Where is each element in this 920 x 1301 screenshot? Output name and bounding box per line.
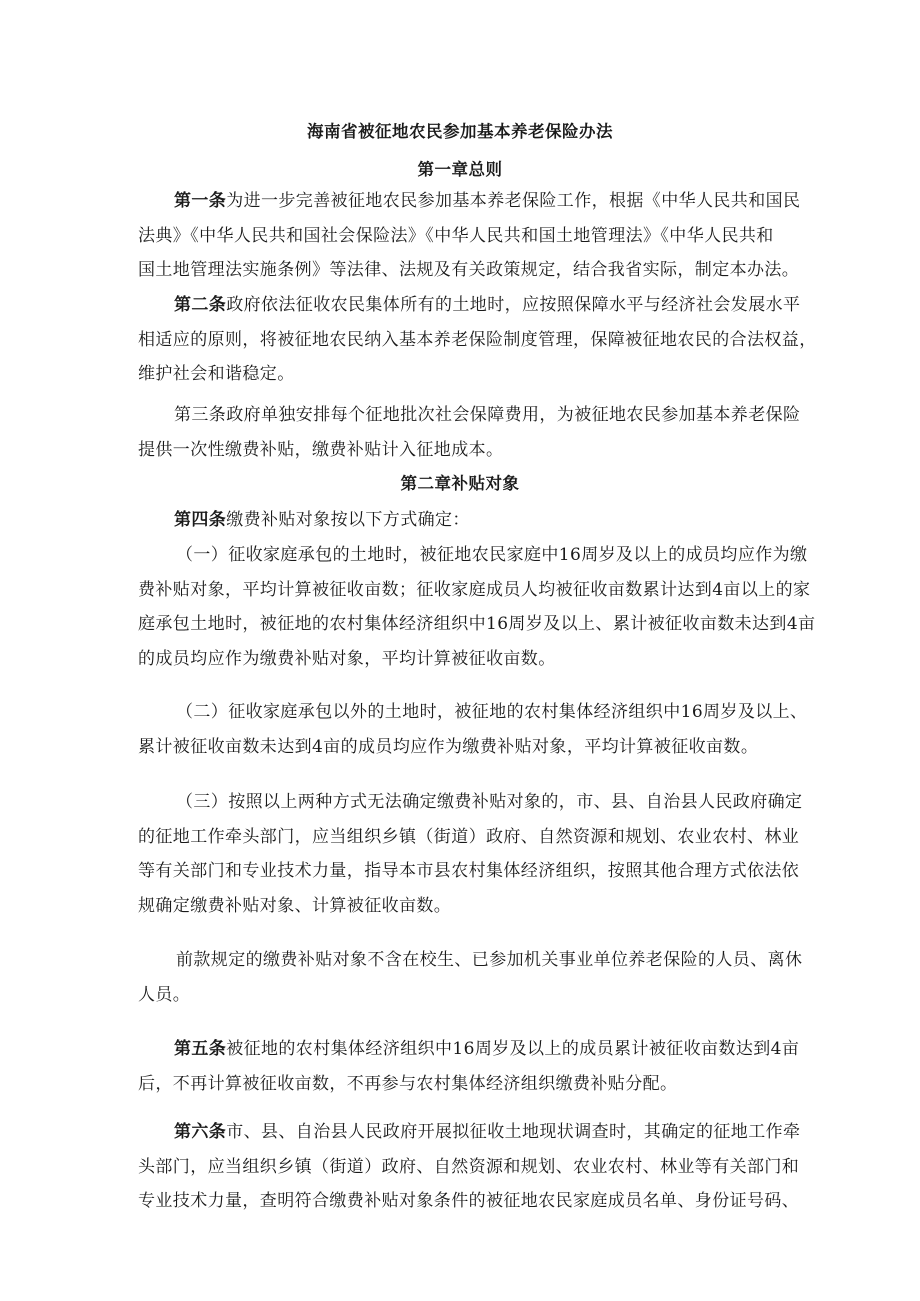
- article-2-head: 第二条: [174, 295, 227, 315]
- item-1-line-4: 的成员均应作为缴费补贴对象，平均计算被征收亩数。: [138, 648, 556, 669]
- article-3-line-2: 提供一次性缴费补贴，缴费补贴计入征地成本。: [138, 439, 504, 460]
- item-3-line-2: 的征地工作牵头部门，应当组织乡镇（街道）政府、自然资源和规划、农业农村、林业: [138, 826, 800, 847]
- article-4-head: 第四条: [174, 510, 227, 530]
- exclusion-line-1: 前款规定的缴费补贴对象不含在校生、已参加机关事业单位养老保险的人员、离休: [176, 950, 803, 970]
- article-6-line-1: 市、县、自治县人民政府开展拟征收土地现状调查时，其确定的征地工作牵: [226, 1122, 801, 1142]
- article-2: [138, 288, 817, 392]
- article-2-line-2: 相适应的原则，将被征地农民纳入基本养老保险制度管理，保障被征地农民的合法权益，: [138, 329, 817, 350]
- chapter-2-heading: 第二章补贴对象: [400, 474, 520, 493]
- article-2-line-1: 政府依法征收农民集体所有的土地时，应按照保障水平与经济社会发展水平: [226, 295, 801, 315]
- chapter-1-heading: 第一章总则: [417, 160, 503, 179]
- article-6-line-2: 头部门，应当组织乡镇（街道）政府、自然资源和规划、农业农村、林业等有关部门和: [138, 1156, 800, 1177]
- article-4-exclusion: [138, 943, 803, 1012]
- article-6-line-3: 专业技术力量，查明符合缴费补贴对象条件的被征地农民家庭成员名单、身份证号码、: [138, 1191, 800, 1212]
- item-3-line-3: 等有关部门和专业技术力量，指导本市县农村集体经济组织，按照其他合理方式依法依: [138, 861, 800, 882]
- article-4-intro: [174, 503, 794, 538]
- article-3-line-1: 第三条政府单独安排每个征地批次社会保障费用，为被征地农民参加基本养老保险: [174, 405, 801, 425]
- item-1-line-3: 庭承包土地时，被征地的农村集体经济组织中16周岁及以上、累计被征收亩数未达到4亩: [138, 614, 816, 635]
- article-5-line-1: 被征地的农村集体经济组织中16周岁及以上的成员累计被征收亩数达到4亩: [226, 1039, 800, 1059]
- item-3-line-4: 规确定缴费补贴对象、计算被征收亩数。: [138, 895, 452, 916]
- article-4-item-2: [138, 695, 808, 764]
- article-4-intro-text: 缴费补贴对象按以下方式确定：: [226, 510, 470, 530]
- item-1-line-1: （一）征收家庭承包的土地时，被征地农民家庭中16周岁及以上的成员均应作为缴: [176, 545, 808, 565]
- article-5: [138, 1032, 800, 1101]
- article-6-head: 第六条: [174, 1122, 227, 1142]
- article-5-head: 第五条: [174, 1039, 227, 1059]
- article-5-line-2: 后，不再计算被征收亩数，不再参与农村集体经济组织缴费补贴分配。: [138, 1073, 678, 1094]
- article-3: [138, 398, 801, 467]
- item-2-line-1: （二）征收家庭承包以外的土地时，被征地的农村集体经济组织中16周岁及以上、: [176, 702, 808, 722]
- article-1-line-3: 国土地管理法实施条例》等法律、法规及有关政策规定，结合我省实际，制定本办法。: [138, 260, 800, 281]
- item-3-line-1: （三）按照以上两种方式无法确定缴费补贴对象的，市、县、自治县人民政府确定: [176, 792, 803, 812]
- article-1-line-2: 法典》《中华人民共和国社会保险法》《中华人民共和国土地管理法》《中华人民共和: [138, 225, 774, 246]
- exclusion-line-2: 人员。: [138, 984, 191, 1005]
- document-title: 海南省被征地农民参加基本养老保险办法: [307, 122, 613, 141]
- article-1: [138, 184, 801, 288]
- item-1-line-2: 费补贴对象，平均计算被征收亩数；征收家庭成员人均被征收亩数累计达到4亩以上的家: [138, 579, 811, 600]
- article-4-item-1: [138, 538, 816, 676]
- article-6: [138, 1115, 801, 1219]
- article-1-line-1: 为进一步完善被征地农民参加基本养老保险工作，根据《中华人民共和国民: [226, 191, 801, 211]
- item-2-line-2: 累计被征收亩数未达到4亩的成员均应作为缴费补贴对象，平均计算被征收亩数。: [138, 736, 759, 757]
- article-4-item-3: [138, 785, 803, 923]
- article-1-head: 第一条: [174, 191, 227, 211]
- article-2-line-3: 维护社会和谐稳定。: [138, 364, 295, 385]
